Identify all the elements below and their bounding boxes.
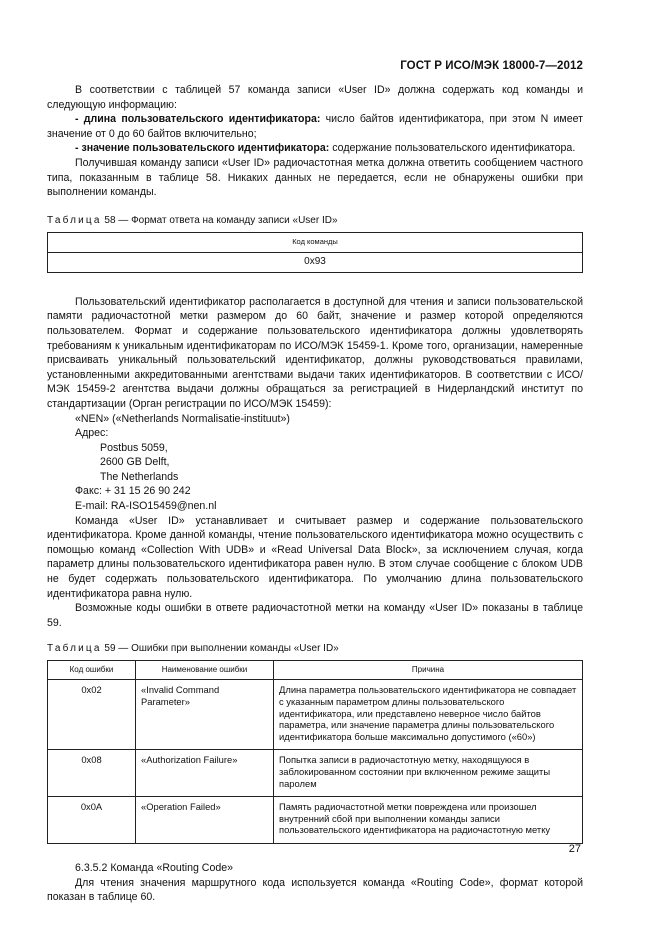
error-codes-paragraph: Возможные коды ошибки в ответе радиочастотной метки на команду «User ID» показаны в таблице 59. [47,602,583,629]
address-line-1: Postbus 5059, [100,441,168,454]
error-reason: Длина параметра пользовательского идентификатора не совпадает с указанным параметром длины пользовательского идентификатора, или представлено неверное число байтов параметра, или значение параметра длины пользовательского идентификатора больше максимально допустимого («60») [274,680,583,750]
table58 [47,232,583,273]
intro-paragraph: В соответствии с таблицей 57 команда записи «User ID» должна содержать код команды и следующую информацию: [47,84,583,111]
table59-header-code: Код ошибки [48,661,136,680]
table-row [48,750,583,797]
section-heading: 6.3.5.2 Команда «Routing Code» [75,861,234,874]
list-item-value-term: - значение пользовательского идентификатора: [75,142,330,155]
org-name: «NEN» («Netherlands Normalisatie-instituut») [75,412,290,425]
user-id-paragraph: Пользовательский идентификатор располагается в доступной для чтения и записи пользовательской памяти радиочастотной метки размером до 60 байт, значение и размер которой определяются пользователем. Формат и содержание пользовательского идентификатора должны удовлетворять требованиям к уникальным идентификаторам по ИСО/МЭК 15459-1. Кроме того, организации, намеренные присваивать уникальный пользовательский идентификатор, должны руководствоваться правилами, установленными аккредитованными агентствами выдачи таких идентификаторов. В соответствии с ИСО/МЭК 15459-2 агентства выдачи должны обращаться за регистрацией в Нидерландский институт по стандартизации (Орган регистрации по ИСО/МЭК 15459): [47,295,583,410]
table58-caption [47,214,583,228]
address-line-3: The Netherlands [100,470,179,483]
table59 [47,660,583,844]
list-item-length-text: число байтов идентификатора, при этом N имеет значение от 0 до 60 байтов включительно; [47,113,583,140]
response-paragraph: Получившая команду записи «User ID» радиочастотная метка должна ответить сообщением частного типа, показанным в таблице 58. Никаких данных не передается, если не обнаружены ошибки при выполнении команды. [47,156,583,199]
table58-value: 0x93 [48,252,583,272]
command-paragraph: Команда «User ID» устанавливает и считывает размер и содержание пользовательского идентификатора. Кроме данной команды, чтение пользовательского идентификатора можно осуществить с помощью команд «Collection With UDB» и «Read Universal Data Block», за исключением случая, когда параметр длины пользовательского идентификатора равен нулю. В этом случае сообщение с блоком UDB не будет содержать пользовательского идентификатора. По умолчанию длина пользовательского идентификатора равна нулю. [47,514,583,600]
table58-caption-text: 58 — Формат ответа на команду записи «User ID» [101,214,338,226]
list-item-value [47,141,583,156]
table58-header: Код команды [48,232,583,252]
error-code: 0x0A [48,797,136,844]
table59-caption-prefix: Таблица [47,643,102,655]
list-item-length [47,112,583,141]
table59-caption [47,642,583,656]
error-name: «Authorization Failure» [136,750,274,797]
page-content [47,83,583,905]
fax-line: Факс: + 31 15 26 90 242 [75,485,191,498]
table59-header-name: Наименование ошибки [136,661,274,680]
table-row [48,797,583,844]
routing-code-paragraph: Для чтения значения маршрутного кода используется команда «Routing Code», формат которой показан в таблице 60. [47,876,583,904]
email-line: E-mail: RA-ISO15459@nen.nl [75,500,217,513]
error-reason: Память радиочастотной метки повреждена или произошел внутренний сбой при выполнении команды записи пользовательского идентификатора на радиочастотную метку [274,797,583,844]
address-line-2: 2600 GB Delft, [100,456,170,469]
table-row [48,680,583,750]
standard-header: ГОСТ Р ИСО/МЭК 18000-7—2012 [400,60,583,72]
error-name: «Operation Failed» [136,797,274,844]
address-label: Адрес: [75,427,109,440]
table59-header-reason: Причина [274,661,583,680]
error-name: «Invalid Command Parameter» [136,680,274,750]
error-reason: Попытка записи в радиочастотную метку, находящуюся в заблокированном состоянии при включенном режиме защиты паролем [274,750,583,797]
error-code: 0x08 [48,750,136,797]
table58-caption-prefix: Таблица [47,214,102,226]
list-item-length-term: - длина пользовательского идентификатора: [75,113,321,126]
table59-caption-text: 59 — Ошибки при выполнении команды «User ID» [101,643,339,655]
list-item-value-text: содержание пользовательского идентификатора. [329,142,576,155]
page-number: 27 [568,843,581,855]
error-code: 0x02 [48,680,136,750]
